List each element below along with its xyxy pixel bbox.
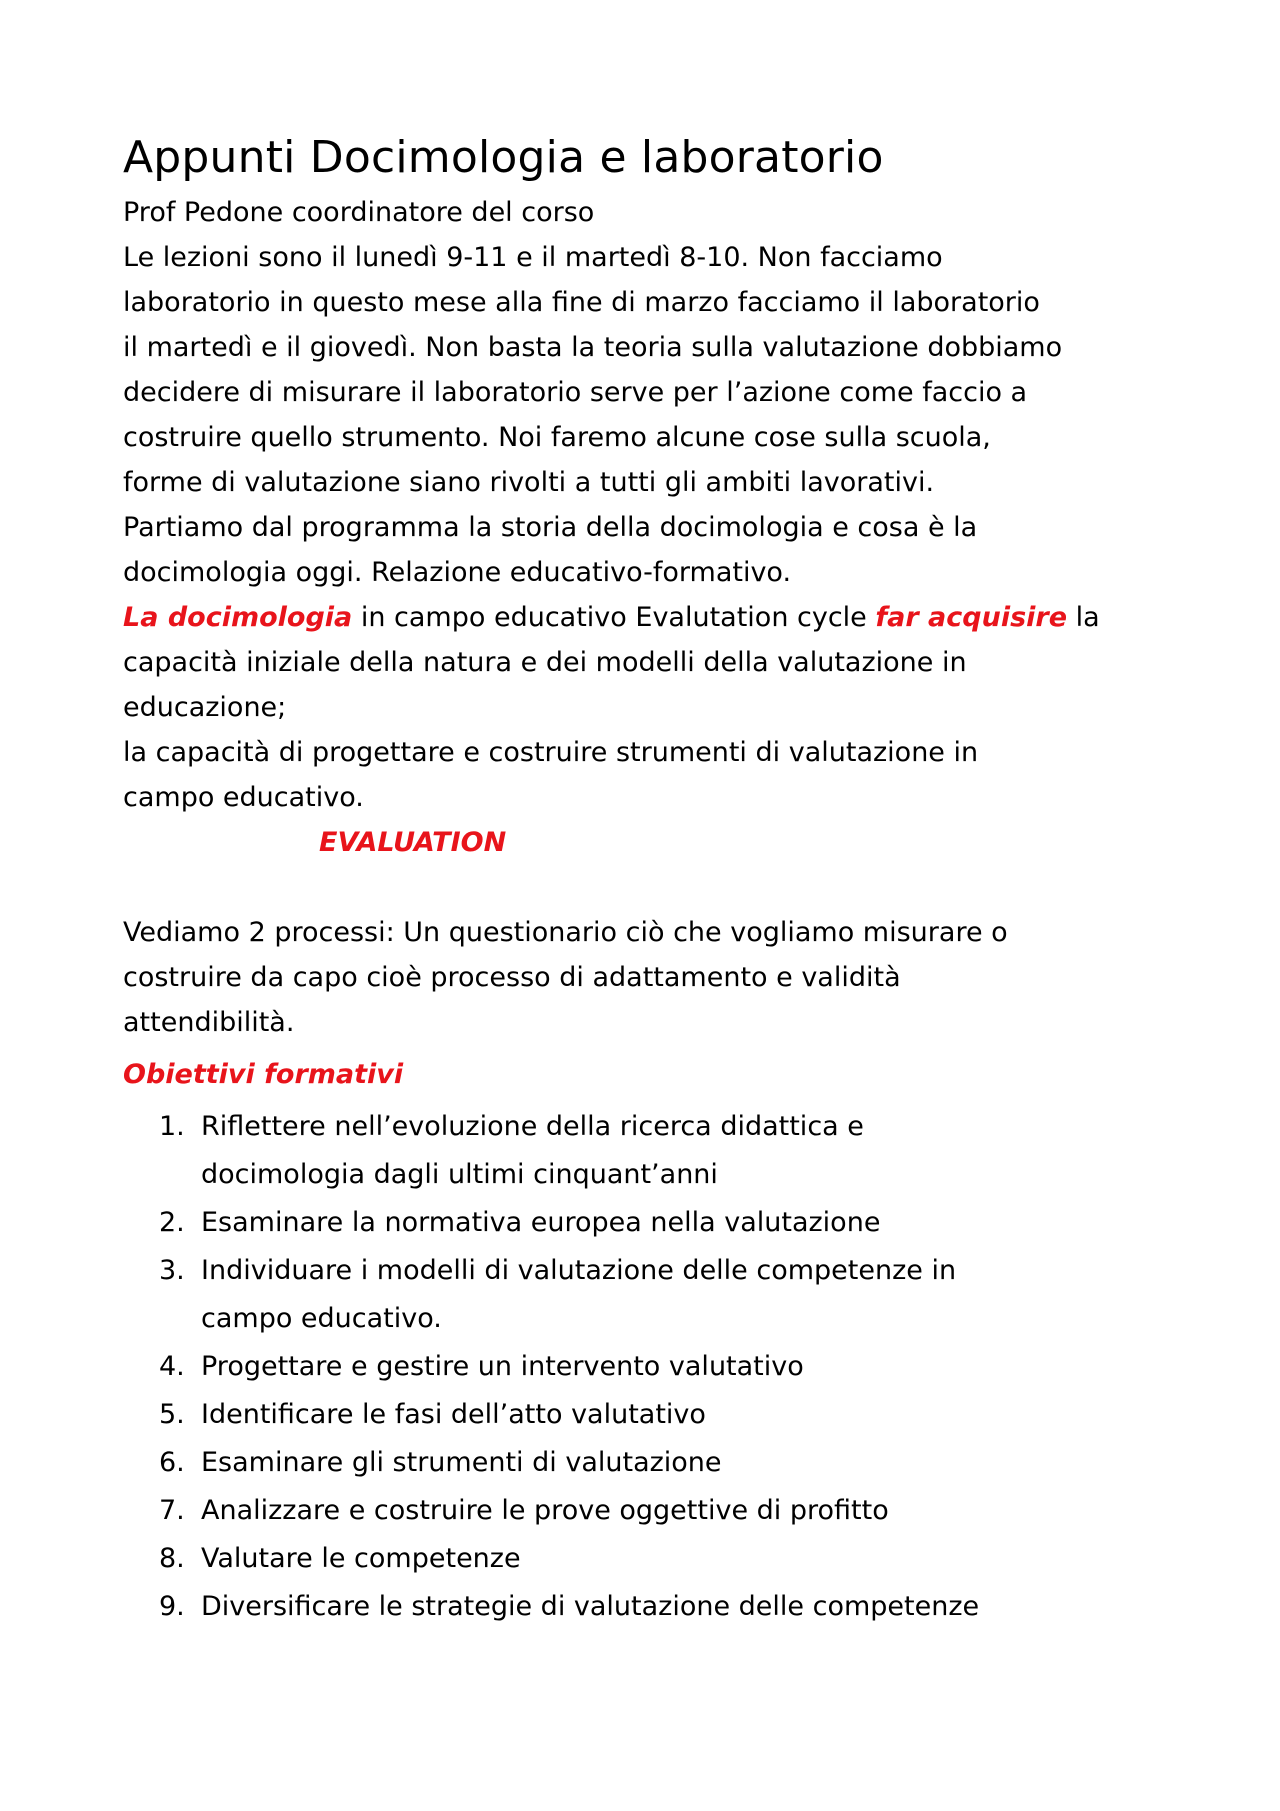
process-line: Vediamo 2 processi: Un questionario ciò che vogliamo misurare o: [123, 917, 1008, 948]
objective-item: [123, 1391, 1183, 1439]
process-line: costruire da capo cioè processo di adattamento e validità: [123, 962, 901, 993]
objective-text: campo educativo.: [201, 1303, 442, 1334]
intro-line: il martedì e il giovedì. Non basta la teoria sulla valutazione dobbiamo: [123, 332, 1063, 363]
process-paragraph: [123, 910, 1183, 1045]
page-title: Appunti Docimologia e laboratorio: [123, 132, 884, 183]
objective-text: Valutare le competenze: [201, 1543, 521, 1574]
intro-line: costruire quello strumento. Noi faremo alcune cose sulla scuola,: [123, 422, 991, 453]
objectives-heading: Obiettivi formativi: [123, 1059, 404, 1090]
blank-line: [123, 865, 1183, 910]
docimologia-highlight: La docimologia: [123, 602, 353, 633]
intro-paragraph: [123, 190, 1183, 595]
docimologia-end-text: la: [1067, 602, 1100, 633]
objective-item: [123, 1199, 1183, 1247]
objective-text: Esaminare gli strumenti di valutazione: [201, 1447, 722, 1478]
objective-item: [123, 1343, 1183, 1391]
objective-item: [123, 1439, 1183, 1487]
intro-line: Partiamo dal programma la storia della docimologia e cosa è la: [123, 512, 978, 543]
objective-number: 2.: [159, 1207, 185, 1238]
intro-line: Le lezioni sono il lunedì 9-11 e il martedì 8-10. Non facciamo: [123, 242, 943, 273]
objective-number: 9.: [159, 1591, 185, 1622]
objective-item: [123, 1103, 1183, 1199]
objective-number: 3.: [159, 1255, 185, 1286]
objective-text: Diversificare le strategie di valutazione delle competenze: [201, 1591, 980, 1622]
docimologia-line: [123, 595, 1183, 640]
objective-item: [123, 1487, 1183, 1535]
objective-text: Riflettere nell’evoluzione della ricerca didattica e: [201, 1111, 864, 1142]
body-line: educazione;: [123, 692, 287, 723]
acquisire-highlight: far acquisire: [875, 602, 1068, 633]
objective-item: [123, 1583, 1183, 1631]
objective-number: 7.: [159, 1495, 185, 1526]
objectives-list: [123, 1103, 1183, 1631]
objective-item: [123, 1247, 1183, 1343]
objective-number: 4.: [159, 1351, 185, 1382]
objective-item: [123, 1535, 1183, 1583]
objective-text: Esaminare la normativa europea nella valutazione: [201, 1207, 881, 1238]
objectives-heading-line: [123, 1047, 1183, 1103]
body-line: campo educativo.: [123, 782, 364, 813]
intro-line: Prof Pedone coordinatore del corso: [123, 197, 595, 228]
intro-line: decidere di misurare il laboratorio serve per l’azione come faccio a: [123, 377, 1028, 408]
objective-number: 5.: [159, 1399, 185, 1430]
body-line: la capacità di progettare e costruire strumenti di valutazione in: [123, 737, 979, 768]
objective-number: 8.: [159, 1543, 185, 1574]
evaluation-heading: EVALUATION: [319, 827, 507, 858]
objective-number: 6.: [159, 1447, 185, 1478]
intro-line: forme di valutazione siano rivolti a tutti gli ambiti lavorativi.: [123, 467, 935, 498]
docimologia-mid-text: in campo educativo Evalutation cycle: [352, 602, 876, 633]
objective-text: Analizzare e costruire le prove oggettive di profitto: [201, 1495, 889, 1526]
process-line: attendibilità.: [123, 1007, 295, 1038]
evaluation-heading-line: [123, 820, 1183, 865]
objective-text: Identificare le fasi dell’atto valutativo: [201, 1399, 706, 1430]
objective-number: 1.: [159, 1111, 185, 1142]
intro-line: laboratorio in questo mese alla fine di marzo facciamo il laboratorio: [123, 287, 1040, 318]
body-line: capacità iniziale della natura e dei modelli della valutazione in: [123, 647, 967, 678]
intro-line: docimologia oggi. Relazione educativo-formativo.: [123, 557, 792, 588]
capacity-paragraph: [123, 640, 1183, 820]
objective-text: docimologia dagli ultimi cinquant’anni: [201, 1159, 718, 1190]
document-page: [123, 128, 1183, 1631]
objective-text: Individuare i modelli di valutazione delle competenze in: [201, 1255, 957, 1286]
objective-text: Progettare e gestire un intervento valutativo: [201, 1351, 804, 1382]
